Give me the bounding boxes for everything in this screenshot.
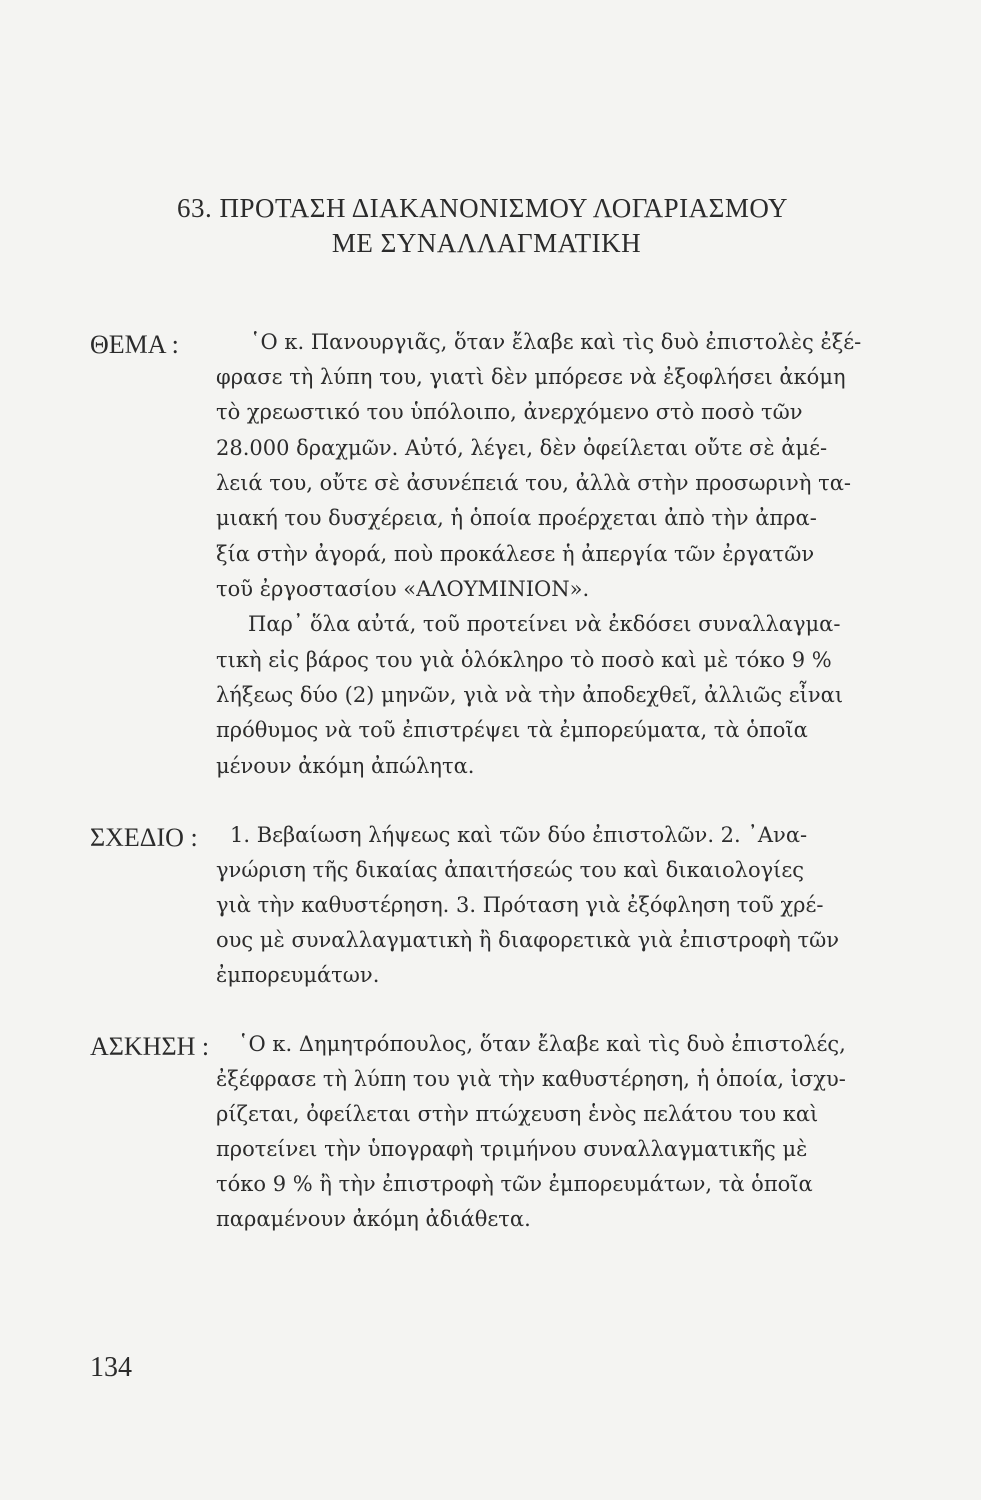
thema-line: λήξεως δύο (2) μηνῶν, γιὰ νὰ τὴν ἀποδεχθεῖ, ἀλλιῶς εἶναι	[216, 683, 844, 707]
thema-line: πρόθυμος νὰ τοῦ ἐπιστρέψει τὰ ἐμπορεύματα, τὰ ὁποῖα	[216, 718, 808, 742]
thema-line: τικὴ εἰς βάρος του γιὰ ὁλόκληρο τὸ ποσὸ καὶ μὲ τόκο 9 %	[216, 648, 832, 672]
thema-line: μιακή του δυσχέρεια, ἡ ὁποία προέρχεται ἀπὸ τὴν ἀπρα-	[216, 506, 817, 530]
schedio-label: ΣΧΕΔΙΟ :	[90, 823, 198, 852]
askisi-line: προτείνει τὴν ὑπογραφὴ τριμήνου συναλλαγματικῆς μὲ	[216, 1137, 808, 1161]
thema-line: μένουν ἀκόμη ἀπώλητα.	[216, 754, 475, 778]
page-number: 134	[90, 1352, 132, 1383]
thema-line: Παρ᾽ ὅλα αὐτά, τοῦ προτείνει νὰ ἐκδόσει συναλλαγμα-	[248, 612, 841, 636]
askisi-label: ΑΣΚΗΣΗ :	[90, 1032, 210, 1061]
schedio-line: ους μὲ συναλλαγματικὴ ἢ διαφορετικὰ γιὰ ἐπιστροφὴ τῶν	[216, 928, 839, 952]
schedio-line: ἐμπορευμάτων.	[216, 963, 380, 987]
askisi-line: ἐξέφρασε τὴ λύπη του γιὰ τὴν καθυστέρηση, ἡ ὁποία, ἰσχυ-	[216, 1067, 846, 1091]
chapter-title-line-2: ΜΕ ΣΥΝΑΛΛΑΓΜΑΤΙΚΗ	[331, 228, 642, 258]
thema-line: ξία στὴν ἀγορά, ποὺ προκάλεσε ἡ ἀπεργία τῶν ἐργατῶν	[216, 542, 815, 566]
thema-label: ΘΕΜΑ :	[90, 330, 179, 359]
schedio-line: γνώριση τῆς δικαίας ἀπαιτήσεώς του καὶ δικαιολογίες	[216, 858, 805, 882]
thema-line: φρασε τὴ λύπη του, γιατὶ δὲν μπόρεσε νὰ ἐξοφλήσει ἀκόμη	[216, 365, 846, 389]
thema-line: 28.000 δραχμῶν. Αὐτό, λέγει, δὲν ὀφείλεται οὔτε σὲ ἀμέ-	[216, 436, 828, 460]
thema-line: τοῦ ἐργοστασίου «ΑΛΟΥΜΙΝΙΟΝ».	[216, 577, 590, 601]
thema-line: λειά του, οὔτε σὲ ἀσυνέπειά του, ἀλλὰ στὴν προσωρινὴ τα-	[216, 471, 851, 495]
schedio-line: γιὰ τὴν καθυστέρηση. 3. Πρόταση γιὰ ἐξόφληση τοῦ χρέ-	[216, 893, 824, 917]
askisi-line: ρίζεται, ὀφείλεται στὴν πτώχευση ἑνὸς πελάτου του καὶ	[216, 1102, 819, 1126]
chapter-title-line-1: 63. ΠΡΟΤΑΣΗ ΔΙΑΚΑΝΟΝΙΣΜΟΥ ΛΟΓΑΡΙΑΣΜΟΥ	[176, 193, 789, 223]
askisi-line: ῾Ο κ. Δημητρόπουλος, ὅταν ἔλαβε καὶ τὶς δυὸ ἐπιστολές,	[238, 1032, 846, 1056]
thema-line: τὸ χρεωστικό του ὑπόλοιπο, ἀνερχόμενο στὸ ποσὸ τῶν	[216, 400, 803, 424]
askisi-line: τόκο 9 % ἢ τὴν ἐπιστροφὴ τῶν ἐμπορευμάτων, τὰ ὁποῖα	[216, 1172, 813, 1196]
askisi-line: παραμένουν ἀκόμη ἀδιάθετα.	[216, 1207, 531, 1231]
thema-line: ῾Ο κ. Πανουργιᾶς, ὅταν ἔλαβε καὶ τὶς δυὸ ἐπιστολὲς ἐξέ-	[250, 330, 862, 354]
schedio-line: 1. Βεβαίωση λήψεως καὶ τῶν δύο ἐπιστολῶν. 2. ᾿Ανα-	[230, 823, 808, 847]
